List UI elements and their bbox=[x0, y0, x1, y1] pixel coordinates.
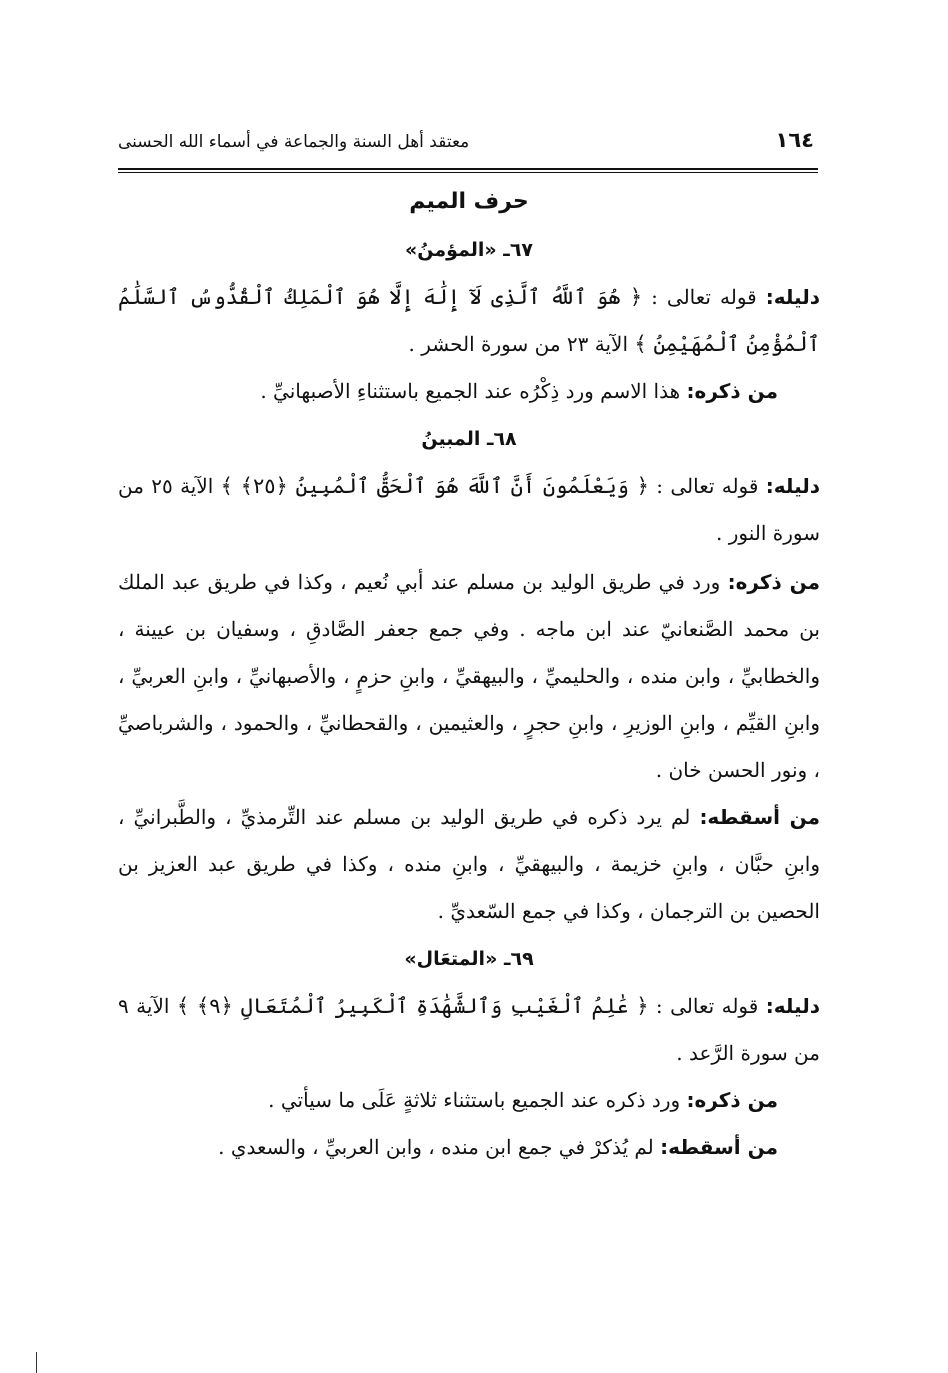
mentioned-text: ورد ذكره عند الجميع باستثناء ثلاثةٍ عَلَى ما سيأتي . bbox=[268, 1088, 687, 1112]
header-rule bbox=[118, 168, 818, 173]
verse-reference: الآية ٩ من سورة الرَّعد . bbox=[118, 994, 820, 1065]
dropped-label: من أسقطه: bbox=[699, 805, 821, 829]
evidence-label: دليله: bbox=[765, 285, 820, 309]
quran-verse: ﴿ هُوَ ٱللَّهُ ٱلَّذِى لَآ إِلَٰهَ إِلَّا هُوَ ٱلْمَلِكُ ٱلْقُدُّوسُ ٱلسَّلَٰمُ ٱلْمُؤْمِنُ ٱلْمُهَيْمِنُ ﴾ bbox=[118, 285, 820, 356]
mentioned-paragraph bbox=[118, 559, 820, 794]
mentioned-paragraph bbox=[118, 1077, 820, 1124]
page-number: ١٦٤ bbox=[775, 128, 814, 152]
mentioned-label: من ذكره: bbox=[727, 570, 821, 594]
mentioned-text: هذا الاسم ورد ذِكْرُه عند الجميع باستثناءِ الأصبهانيِّ . bbox=[260, 379, 687, 403]
evidence-paragraph bbox=[118, 463, 820, 557]
evidence-label: دليله: bbox=[765, 994, 820, 1018]
running-title: معتقد أهل السنة والجماعة في أسماء الله الحسنى bbox=[118, 132, 470, 152]
mentioned-label: من ذكره: bbox=[686, 379, 778, 403]
entry-title: ٦٩ـ «المتعَال» bbox=[404, 948, 534, 970]
evidence-paragraph bbox=[118, 983, 820, 1077]
quran-verse: ﴿ عَٰلِمُ ٱلْغَيْبِ وَٱلشَّهَٰدَةِ ٱلْكَبِيرُ ٱلْمُتَعَالِ ﴿٩﴾ ﴾ bbox=[176, 994, 649, 1018]
entry-title: ٦٨ـ المبينُ bbox=[421, 428, 517, 450]
mentioned-paragraph bbox=[118, 368, 820, 415]
page-header bbox=[118, 128, 818, 164]
verse-reference: الآية ٢٥ من سورة النور . bbox=[118, 474, 820, 545]
chapter-title: حرف الميم bbox=[409, 189, 529, 214]
scan-margin-mark bbox=[36, 1352, 37, 1373]
dropped-text: لم يُذكرْ في جمع ابن منده ، وابن العربيِّ ، والسعدي . bbox=[218, 1135, 661, 1159]
evidence-intro: قوله تعالى : bbox=[648, 474, 766, 498]
evidence-intro: قوله تعالى : bbox=[648, 994, 766, 1018]
evidence-label: دليله: bbox=[765, 474, 821, 498]
dropped-paragraph bbox=[118, 794, 820, 935]
mentioned-text: ورد في طريق الوليد بن مسلم عند أبي نُعيم ، وكذا في طريق عبد الملك بن محمد الصَّنعانيّ عند ابن ماجه . وفي جمع جعفر الصَّادقِ ، وسفيان بن عيينة ، والخطابيِّ ، وابن منده ، والحليميِّ ، والبيهقيِّ ، وابنِ حزمٍ ، والأصبهانيِّ ، وابنِ العربيِّ ، وابنِ القيِّم ، وابنِ الوزيرِ ، وابنِ حجرٍ ، والعثيمين ، والقحطانيِّ ، والحمود ، والشرباصيِّ ، ونور الحسن خان . bbox=[118, 570, 820, 782]
dropped-label: من أسقطه: bbox=[660, 1135, 778, 1159]
quran-verse: ﴿ وَيَعْلَمُونَ أَنَّ ٱللَّهَ هُوَ ٱلْحَقُّ ٱلْمُبِينُ ﴿٢٥﴾ ﴾ bbox=[220, 474, 649, 498]
evidence-paragraph bbox=[118, 274, 820, 368]
dropped-paragraph bbox=[118, 1124, 820, 1171]
entry-title: ٦٧ـ «المؤمنُ» bbox=[404, 239, 534, 261]
dropped-text: لم يرد ذكره في طريق الوليد بن مسلم عند التِّرمذيِّ ، والطَّبرانيِّ ، وابنِ حبَّان ، وابنِ خزيمة ، والبيهقيِّ ، وابنِ منده ، وكذا في طريق عبد العزيز بن الحصين بن الترجمان ، وكذا في جمع السّعديِّ . bbox=[118, 805, 820, 923]
page-body bbox=[118, 178, 820, 1171]
verse-reference: الآية ٢٣ من سورة الحشر . bbox=[408, 332, 635, 356]
evidence-intro: قوله تعالى : bbox=[642, 285, 766, 309]
mentioned-label: من ذكره: bbox=[686, 1088, 778, 1112]
